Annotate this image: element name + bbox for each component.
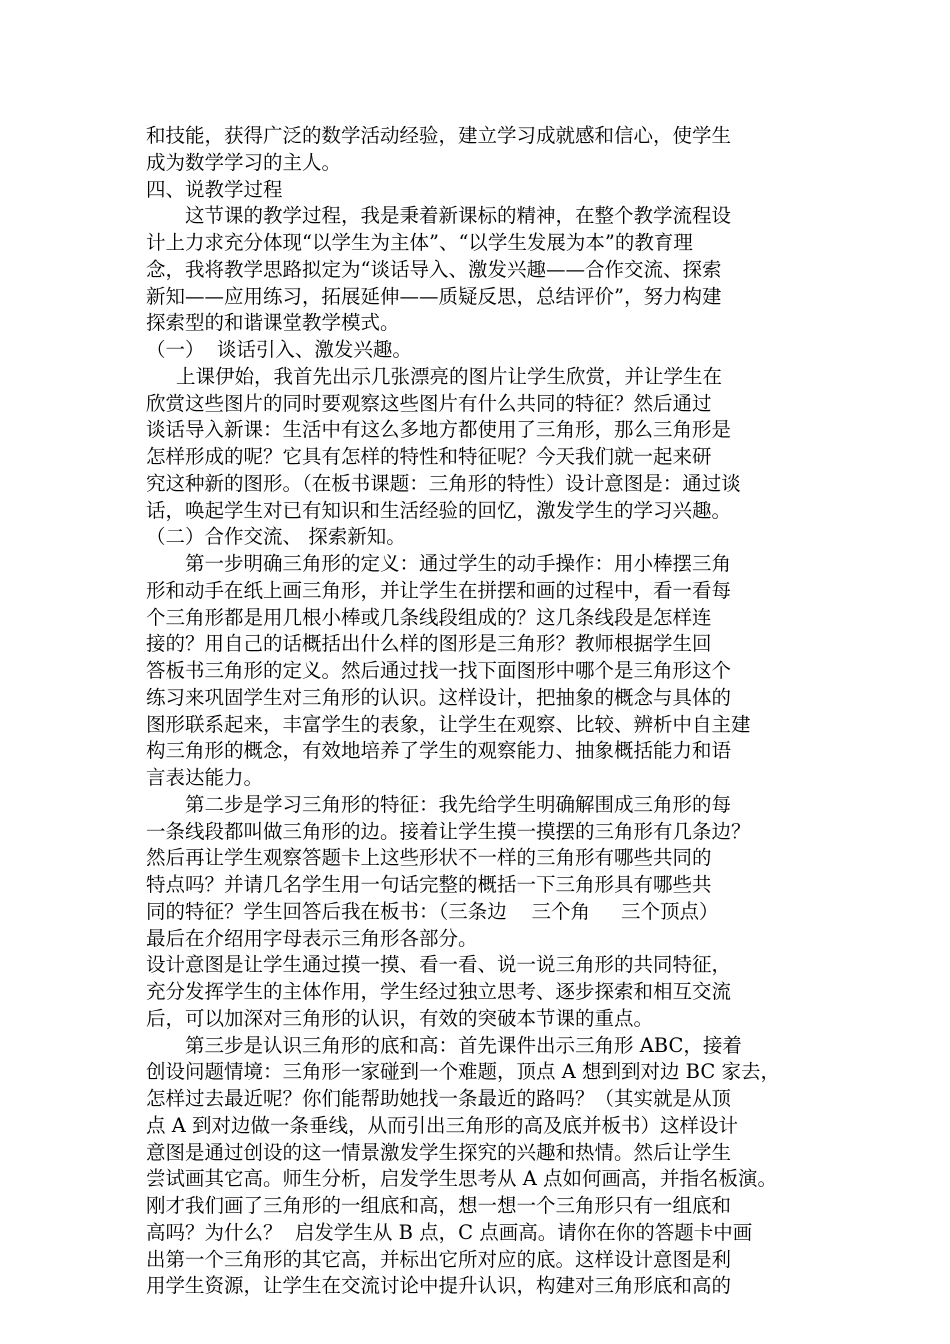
text-line: 欣赏这些图片的同时要观察这些图片有什么共同的特征？然后通过 [146,391,712,415]
text-line: 点 A 到对边做一条垂线，从而引出三角形的高及底并板书）这样设计 [146,1113,738,1137]
text-line: 尝试画其它高。师生分析，启发学生思考从 A 点如何画高，并指名板演。 [146,1167,777,1191]
text-line: 怎样形成的呢？它具有怎样的特性和特征呢？今天我们就一起来研 [146,445,712,468]
text-line: 刚才我们画了三角形的一组底和高，想一想一个三角形只有一组底和 [146,1194,732,1217]
text-line: 特点吗？并请几名学生用一句话完整的概括一下三角形具有哪些共 [146,873,712,896]
text-line: 成为数学学习的主人。 [146,150,342,174]
subsection-heading: （一） 谈话引入、激发兴趣。 [146,338,412,361]
text-line: 新知——应用练习，拓展延伸——质疑反思，总结评价”，努力构建 [146,284,722,308]
text-line: 然后再让学生观察答题卡上这些形状不一样的三角形有哪些共同的 [146,846,712,870]
text-line: 谈话导入新课：生活中有这么多地方都使用了三角形，那么三角形是 [146,418,732,442]
text-line: 怎样过去最近呢？你们能帮助她找一条最近的路吗？（其实就是从顶 [146,1087,732,1110]
text-line: 究这种新的图形。（在板书课题：三角形的特性）设计意图是：通过谈 [146,471,741,495]
text-line: 接的？用自己的话概括出什么样的图形是三角形？教师根据学生回 [146,632,712,656]
text-line: 高吗？为什么？ 启发学生从 B 点，C 点画高。请你在你的答题卡中画 [146,1220,753,1244]
text-line: 形和动手在纸上画三角形，并让学生在拼摆和画的过程中，看一看每 [146,578,732,602]
text-line: 意图是通过创设的这一情景激发学生探究的兴趣和热情。然后让学生 [146,1140,732,1164]
text-line: 话，唤起学生对已有知识和生活经验的回忆，激发学生的学习兴趣。 [146,498,732,522]
text-line: 和技能，获得广泛的数学活动经验，建立学习成就感和信心，使学生 [146,124,732,147]
body-text [146,123,826,1300]
text-line: 一条线段都叫做三角形的边。接着让学生摸一摸摆的三角形有几条边？ [146,819,751,843]
text-line: 后，可以加深对三角形的认识，有效的突破本节课的重点。 [146,1006,654,1030]
text-line: 充分发挥学生的主体作用，学生经过独立思考、逐步探索和相互交流 [146,980,732,1003]
text-line: 练习来巩固学生对三角形的认识。这样设计，把抽象的概念与具体的 [146,685,732,709]
text-line: 个三角形都是用几根小棒或几条线段组成的？这几条线段是怎样连 [146,605,712,629]
section-heading: 四、说教学过程 [146,177,283,201]
text-line: 第三步是认识三角形的底和高：首先课件出示三角形 ABC，接着 [185,1033,742,1057]
subsection-heading: （二）合作交流、 探索新知。 [146,525,406,549]
text-line: 念，我将教学思路拟定为“谈话导入、激发兴趣——合作交流、探索 [146,257,722,281]
text-line: 最后在介绍用字母表示三角形各部分。 [146,926,478,950]
text-line: 这节课的教学过程，我是秉着新课标的精神，在整个教学流程设 [185,204,732,228]
text-line: 言表达能力。 [146,766,264,789]
text-line: 第一步明确三角形的定义：通过学生的动手操作：用小棒摆三角 [185,552,732,575]
text-line: 用学生资源，让学生在交流讨论中提升认识，构建对三角形底和高的 [146,1274,732,1298]
text-line: 计上力求充分体现“以学生为主体”、“以学生发展为本”的教育理 [146,231,693,254]
text-line: 答板书三角形的定义。然后通过找一找下面图形中哪个是三角形这个 [146,659,732,682]
text-line: 出第一个三角形的其它高，并标出它所对应的底。这样设计意图是利 [146,1247,732,1271]
text-line: 上课伊始，我首先出示几张漂亮的图片让学生欣赏，并让学生在 [176,364,723,388]
text-line: 创设问题情境：三角形一家碰到一个难题，顶点 A 想到到对边 BC 家去， [146,1060,780,1084]
text-line: 探索型的和谐课堂教学模式。 [146,311,400,335]
text-line: 构三角形的概念，有效地培养了学生的观察能力、抽象概括能力和语 [146,739,732,763]
text-line: 同的特征？学生回答后我在板书：（三条边 三个角 三个顶点） [146,899,719,923]
text-line: 设计意图是让学生通过摸一摸、看一看、说一说三角形的共同特征， [146,953,732,977]
text-line: 第二步是学习三角形的特征：我先给学生明确解围成三角形的每 [185,792,732,816]
text-line: 图形联系起来，丰富学生的表象，让学生在观察、比较、辨析中自主建 [146,712,751,736]
